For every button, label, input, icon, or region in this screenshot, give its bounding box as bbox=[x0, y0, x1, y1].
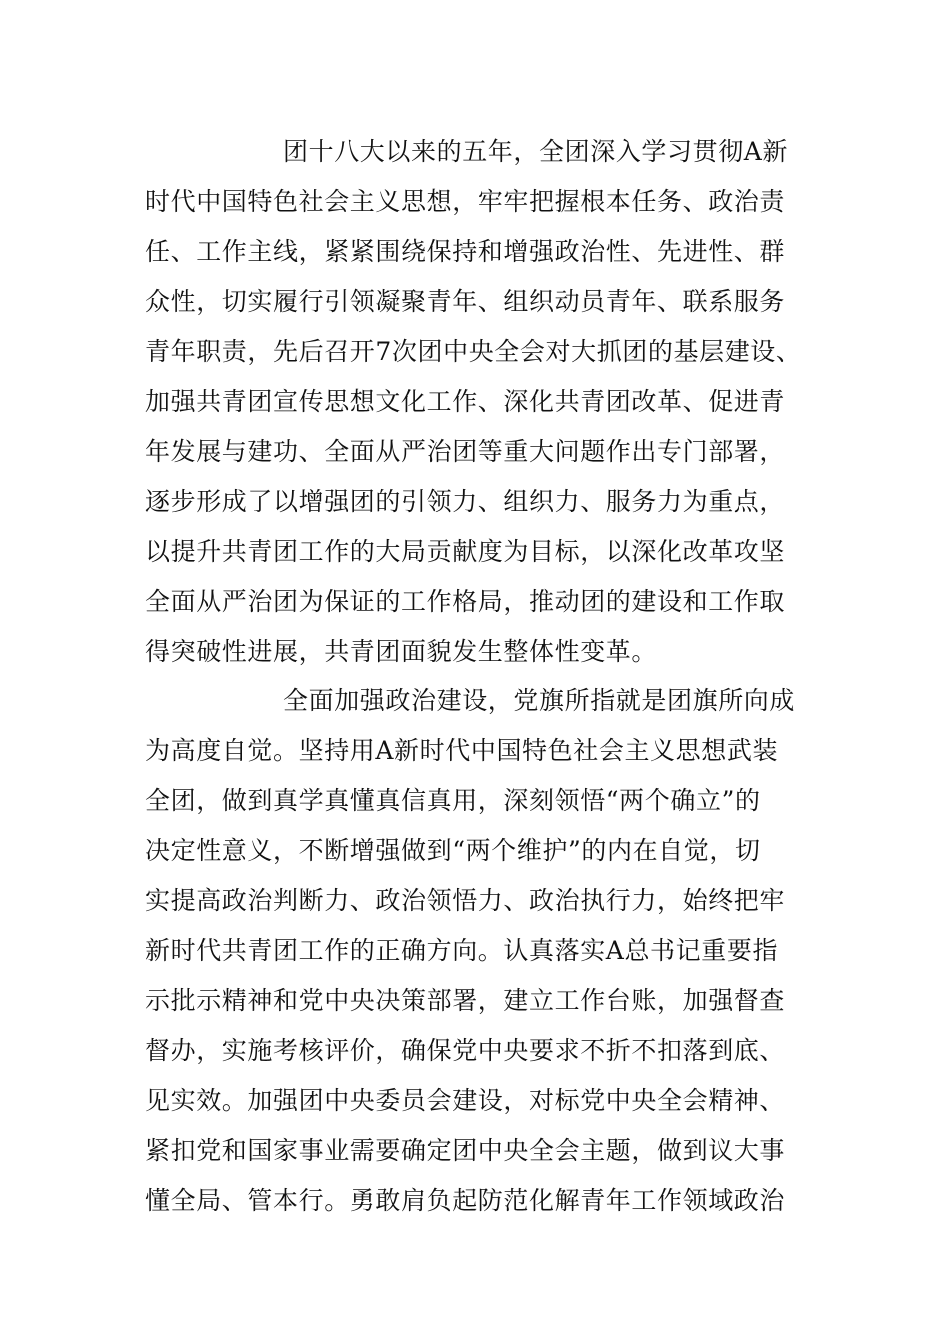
paragraph-1-line-10: 全面从严治团为保证的工作格局，推动团的建设和工作取 bbox=[145, 587, 786, 616]
paragraph-1-line-5: 青年职责，先后召开7次团中央全会对大抓团的基层建设、 bbox=[145, 337, 802, 366]
paragraph-2-line-3: 全团，做到真学真懂真信真用，深刻领悟“两个确立”的 bbox=[145, 786, 761, 815]
paragraph-1-line-2: 时代中国特色社会主义思想，牢牢把握根本任务、政治责 bbox=[145, 187, 786, 216]
paragraph-2-line-6: 新时代共青团工作的正确方向。认真落实A总书记重要指 bbox=[145, 936, 779, 965]
paragraph-1-line-8: 逐步形成了以增强团的引领力、组织力、服务力为重点， bbox=[145, 487, 786, 516]
paragraph-2-line-4: 决定性意义，不断增强做到“两个维护”的内在自觉，切 bbox=[145, 836, 761, 865]
paragraph-2-line-9: 见实效。加强团中央委员会建设，对标党中央全会精神、 bbox=[145, 1086, 786, 1115]
paragraph-1-line-11: 得突破性进展，共青团面貌发生整体性变革。 bbox=[145, 637, 658, 666]
paragraph-2-line-2: 为高度自觉。坚持用A新时代中国特色社会主义思想武装 bbox=[145, 736, 779, 765]
paragraph-2-line-5: 实提高政治判断力、政治领悟力、政治执行力，始终把牢 bbox=[145, 886, 786, 915]
paragraph-2-line-1: 全面加强政治建设，党旗所指就是团旗所向成 bbox=[283, 686, 796, 715]
paragraph-1-line-1: 团十八大以来的五年，全团深入学习贯彻A新 bbox=[283, 137, 789, 166]
paragraph-1-line-4: 众性，切实履行引领凝聚青年、组织动员青年、联系服务 bbox=[145, 287, 786, 316]
paragraph-1-line-6: 加强共青团宣传思想文化工作、深化共青团改革、促进青 bbox=[145, 387, 786, 416]
paragraph-2-line-7: 示批示精神和党中央决策部署，建立工作台账，加强督查 bbox=[145, 986, 786, 1015]
paragraph-2-line-10: 紧扣党和国家事业需要确定团中央全会主题，做到议大事 bbox=[145, 1136, 786, 1165]
paragraph-1-line-7: 年发展与建功、全面从严治团等重大问题作出专门部署， bbox=[145, 437, 786, 466]
paragraph-1-line-3: 任、工作主线，紧紧围绕保持和增强政治性、先进性、群 bbox=[145, 237, 786, 266]
paragraph-2-line-8: 督办，实施考核评价，确保党中央要求不折不扣落到底、 bbox=[145, 1036, 786, 1065]
paragraph-1-line-9: 以提升共青团工作的大局贡献度为目标，以深化改革攻坚 bbox=[145, 537, 786, 566]
paragraph-2-line-11: 懂全局、管本行。勇敢肩负起防范化解青年工作领域政治 bbox=[145, 1186, 786, 1215]
